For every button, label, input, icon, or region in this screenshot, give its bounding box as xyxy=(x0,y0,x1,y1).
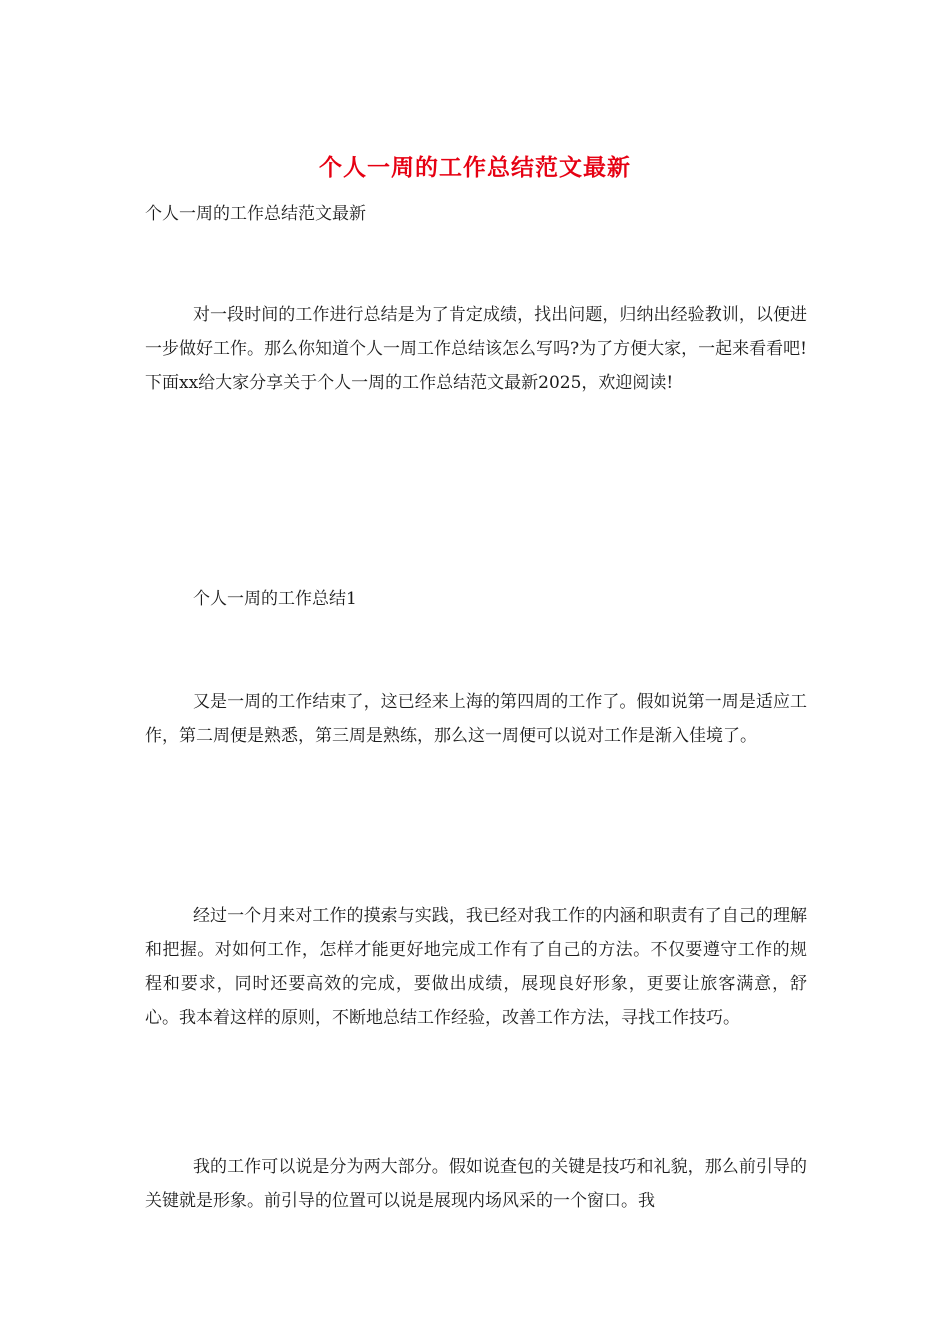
body-paragraph: 我的工作可以说是分为两大部分。假如说查包的关键是技巧和礼貌，那么前引导的关键就是形象。前引导的位置可以说是展现内场风采的一个窗口。我 xyxy=(145,1157,807,1211)
body-paragraph: 经过一个月来对工作的摸索与实践，我已经对我工作的内涵和职责有了自己的理解和把握。对如何工作，怎样才能更好地完成工作有了自己的方法。不仅要遵守工作的规程和要求，同时还要高效的完成，要做出成绩，展现良好形象，更要让旅客满意，舒心。我本着这样的原则，不断地总结工作经验，改善工作方法，寻找工作技巧。 xyxy=(145,906,807,1028)
section-heading: 个人一周的工作总结1 xyxy=(193,589,357,609)
document-title: 个人一周的工作总结范文最新 xyxy=(319,154,631,181)
document-subtitle: 个人一周的工作总结范文最新 xyxy=(145,204,366,224)
body-paragraph: 又是一周的工作结束了，这已经来上海的第四周的工作了。假如说第一周是适应工作，第二周便是熟悉，第三周是熟练，那么这一周便可以说对工作是渐入佳境了。 xyxy=(145,692,807,746)
intro-paragraph: 对一段时间的工作进行总结是为了肯定成绩，找出问题，归纳出经验教训，以便进一步做好工作。那么你知道个人一周工作总结该怎么写吗?为了方便大家，一起来看看吧!下面xx给大家分享关于个人一周的工作总结范文最新2025，欢迎阅读! xyxy=(145,305,807,393)
